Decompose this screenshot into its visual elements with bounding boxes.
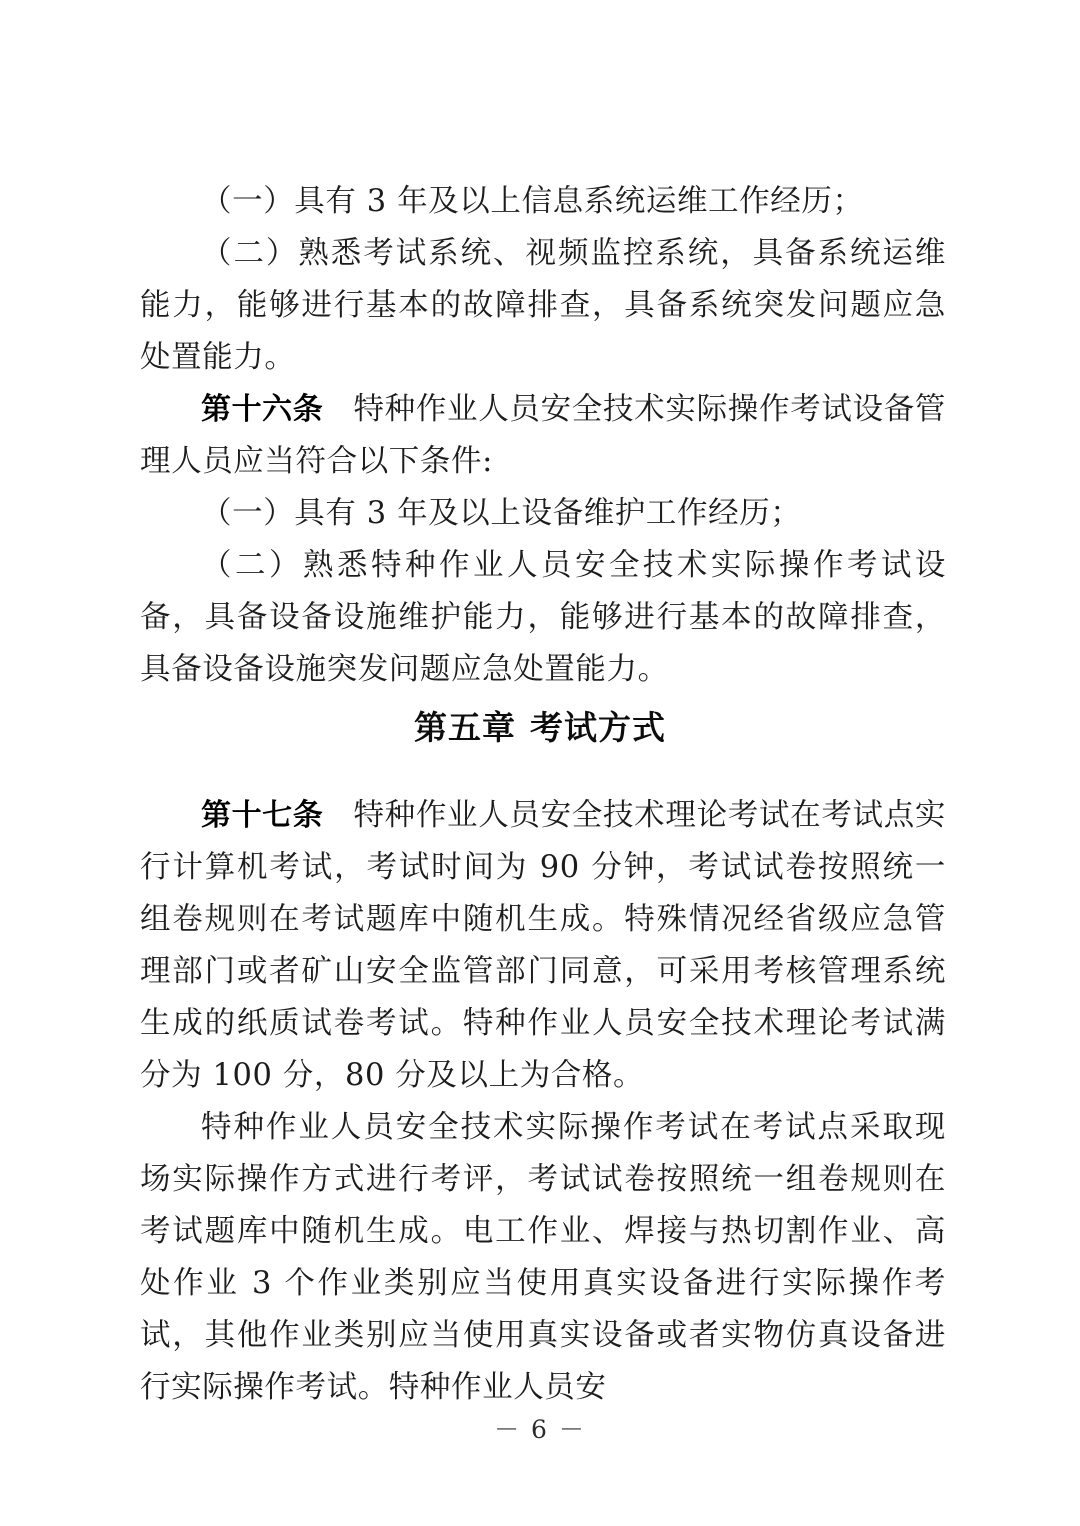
- article-17-body-1: 特种作业人员安全技术理论考试在考试点实行计算机考试，考试时间为 90 分钟，考试试卷按照统一组卷规则在考试题库中随机生成。特殊情况经省级应急管理部门或者矿山安全监管部门同意，可采用考核管理系统生成的纸质试卷考试。特种作业人员安全技术理论考试满分为 100 分，80 分及以上为合格。: [140, 798, 947, 1093]
- article-17-label: 第十七条: [201, 798, 324, 833]
- article-17-paragraph-2: 特种作业人员安全技术实际操作考试在考试点采取现场实际操作方式进行考评，考试试卷按照统一组卷规则在考试题库中随机生成。电工作业、焊接与热切割作业、高处作业 3 个作业类别应当使用真实设备进行实际操作考试，其他作业类别应当使用真实设备或者实物仿真设备进行实际操作考试。特种作业人员安: [140, 1110, 946, 1405]
- article-16-item-2: （二）熟悉特种作业人员安全技术实际操作考试设备，具备设备设施维护能力，能够进行基本的故障排查，具备设备设施突发问题应急处置能力。: [140, 548, 946, 687]
- article-16-label: 第十六条: [201, 392, 324, 427]
- article-16-item-1: （一）具有 3 年及以上设备维护工作经历；: [201, 496, 802, 531]
- chapter-number: 第五章: [414, 708, 516, 747]
- page-number: － 6 －: [494, 1415, 586, 1444]
- article-17-block: [140, 790, 946, 1414]
- chapter-title: 考试方式: [530, 708, 666, 747]
- upper-text-block: [140, 176, 946, 696]
- article-16-paragraph: [140, 384, 946, 488]
- article-17-paragraph-1: [140, 790, 946, 1102]
- chapter-heading: [0, 702, 1080, 749]
- list-item-condition-1: （一）具有 3 年及以上信息系统运维工作经历；: [201, 184, 864, 219]
- article-16-body: 特种作业人员安全技术实际操作考试设备管理人员应当符合以下条件:: [140, 392, 947, 479]
- list-item-condition-2: （二）熟悉考试系统、视频监控系统，具备系统运维能力，能够进行基本的故障排查，具备系统突发问题应急处置能力。: [140, 236, 946, 375]
